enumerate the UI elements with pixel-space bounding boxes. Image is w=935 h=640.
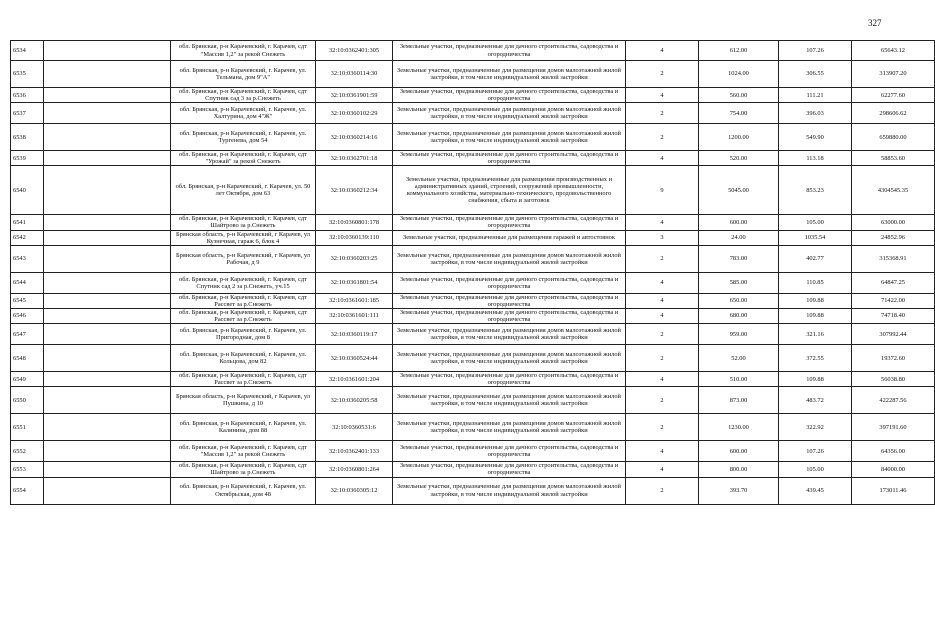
area-cell: 783.00 bbox=[699, 245, 779, 272]
area-cell: 600.00 bbox=[699, 441, 779, 462]
empty-cell bbox=[44, 324, 171, 345]
category-cell: 9 bbox=[626, 166, 699, 215]
area-cell: 612.00 bbox=[699, 41, 779, 61]
category-cell: 2 bbox=[626, 324, 699, 345]
category-cell: 4 bbox=[626, 372, 699, 387]
empty-cell bbox=[44, 477, 171, 504]
table-row bbox=[11, 477, 935, 504]
cadastral-value-cell: 56038.80 bbox=[852, 372, 935, 387]
rate-cell: 107.26 bbox=[779, 441, 852, 462]
row-number: 6537 bbox=[11, 103, 44, 124]
address-cell: обл. Брянская, р-н Карачевский, г. Карачев, сдт Спутник сад 2 за р.Снежеть, уч.15 bbox=[171, 272, 316, 293]
land-use-cell: Земельные участки, предназначенные для размещения домов малоэтажной жилой застройки, в том числе индивидуальной жилой застройки bbox=[393, 245, 626, 272]
cadastral-number-cell: 32:10:0360119:17 bbox=[316, 324, 393, 345]
cadastral-value-cell: 315368.91 bbox=[852, 245, 935, 272]
row-number: 6548 bbox=[11, 345, 44, 372]
empty-cell bbox=[44, 414, 171, 441]
row-number: 6552 bbox=[11, 441, 44, 462]
empty-cell bbox=[44, 308, 171, 323]
empty-cell bbox=[44, 230, 171, 245]
row-number: 6538 bbox=[11, 124, 44, 151]
area-cell: 52.00 bbox=[699, 345, 779, 372]
cadastral-value-cell: 298606.62 bbox=[852, 103, 935, 124]
land-use-cell: Земельные участки, предназначенные для размещения гаражей и автостоянок bbox=[393, 230, 626, 245]
cadastral-value-cell: 307992.44 bbox=[852, 324, 935, 345]
land-use-cell: Земельные участки, предназначенные для размещения домов малоэтажной жилой застройки, в том числе индивидуальной жилой застройки bbox=[393, 387, 626, 414]
table-row bbox=[11, 293, 935, 308]
empty-cell bbox=[44, 151, 171, 166]
row-number: 6540 bbox=[11, 166, 44, 215]
empty-cell bbox=[44, 166, 171, 215]
cadastral-value-cell: 4304545.35 bbox=[852, 166, 935, 215]
row-number: 6545 bbox=[11, 293, 44, 308]
cadastral-number-cell: 32:10:0360102:29 bbox=[316, 103, 393, 124]
address-cell: обл. Брянская, р-н Карачевский, г. Карачев, сдт Шайтрово за р.Снежеть bbox=[171, 215, 316, 230]
cadastral-number-cell: 32:10:0360212:34 bbox=[316, 166, 393, 215]
land-use-cell: Земельные участки, предназначенные для размещения домов малоэтажной жилой застройки, в том числе индивидуальной жилой застройки bbox=[393, 414, 626, 441]
rate-cell: 306.55 bbox=[779, 61, 852, 88]
row-number: 6539 bbox=[11, 151, 44, 166]
empty-cell bbox=[44, 462, 171, 477]
row-number: 6553 bbox=[11, 462, 44, 477]
rate-cell: 109.88 bbox=[779, 308, 852, 323]
area-cell: 393.70 bbox=[699, 477, 779, 504]
table-row bbox=[11, 88, 935, 103]
row-number: 6554 bbox=[11, 477, 44, 504]
empty-cell bbox=[44, 61, 171, 88]
table-row bbox=[11, 387, 935, 414]
cadastral-number-cell: 32:10:0361801:54 bbox=[316, 272, 393, 293]
table-row bbox=[11, 215, 935, 230]
land-use-cell: Земельные участки, предназначенные для размещения домов малоэтажной жилой застройки, в том числе индивидуальной жилой застройки bbox=[393, 345, 626, 372]
land-use-cell: Земельные участки, предназначенные для дачного строительства, садоводства и огородничества bbox=[393, 462, 626, 477]
cadastral-number-cell: 32:10:0360205:58 bbox=[316, 387, 393, 414]
empty-cell bbox=[44, 124, 171, 151]
land-use-cell: Земельные участки, предназначенные для дачного строительства, садоводства и огородничества bbox=[393, 293, 626, 308]
cadastral-number-cell: 32:10:0360203:25 bbox=[316, 245, 393, 272]
rate-cell: 549.90 bbox=[779, 124, 852, 151]
address-cell: обл. Брянская, р-н Карачевский, г. Карачев, ул. Тельмана, дом 9"А" bbox=[171, 61, 316, 88]
rate-cell: 109.88 bbox=[779, 293, 852, 308]
rate-cell: 402.77 bbox=[779, 245, 852, 272]
cadastral-number-cell: 32:10:0361601:204 bbox=[316, 372, 393, 387]
land-use-cell: Земельные участки, предназначенные для размещения производственных и административных зданий, строений, сооружений промышленности, коммунального хозяйства, материально-технического, продовольственного снабжения, сбыта и заготовок bbox=[393, 166, 626, 215]
row-number: 6549 bbox=[11, 372, 44, 387]
area-cell: 1200.00 bbox=[699, 124, 779, 151]
cadastral-value-cell: 24852.96 bbox=[852, 230, 935, 245]
cadastral-number-cell: 32:10:0362401:305 bbox=[316, 41, 393, 61]
rate-cell: 105.00 bbox=[779, 215, 852, 230]
category-cell: 2 bbox=[626, 124, 699, 151]
cadastral-value-cell: 422287.56 bbox=[852, 387, 935, 414]
area-cell: 585.00 bbox=[699, 272, 779, 293]
land-use-cell: Земельные участки, предназначенные для размещения домов малоэтажной жилой застройки, в том числе индивидуальной жилой застройки bbox=[393, 324, 626, 345]
row-number: 6547 bbox=[11, 324, 44, 345]
empty-cell bbox=[44, 215, 171, 230]
category-cell: 4 bbox=[626, 272, 699, 293]
address-cell: обл. Брянская, р-н Карачевский, г. Карачев, сдт Спутник сад 3 за р.Снежеть bbox=[171, 88, 316, 103]
cadastral-value-cell: 84000.00 bbox=[852, 462, 935, 477]
rate-cell: 107.26 bbox=[779, 41, 852, 61]
area-cell: 650.00 bbox=[699, 293, 779, 308]
rate-cell: 439.45 bbox=[779, 477, 852, 504]
land-use-cell: Земельные участки, предназначенные для дачного строительства, садоводства и огородничества bbox=[393, 272, 626, 293]
cadastral-value-cell: 64847.25 bbox=[852, 272, 935, 293]
cadastral-number-cell: 32:10:0360531:6 bbox=[316, 414, 393, 441]
cadastral-value-cell: 63000.00 bbox=[852, 215, 935, 230]
category-cell: 4 bbox=[626, 293, 699, 308]
cadastral-number-cell: 32:10:0362401:133 bbox=[316, 441, 393, 462]
category-cell: 3 bbox=[626, 230, 699, 245]
row-number: 6543 bbox=[11, 245, 44, 272]
row-number: 6550 bbox=[11, 387, 44, 414]
table-row bbox=[11, 151, 935, 166]
rate-cell: 483.72 bbox=[779, 387, 852, 414]
land-use-cell: Земельные участки, предназначенные для дачного строительства, садоводства и огородничества bbox=[393, 372, 626, 387]
area-cell: 600.00 bbox=[699, 215, 779, 230]
table-row bbox=[11, 372, 935, 387]
area-cell: 5045.00 bbox=[699, 166, 779, 215]
address-cell: обл. Брянская, р-н Карачевский, г. Карачев, сдт Рассвет за р.Снежеть bbox=[171, 372, 316, 387]
cadastral-value-cell: 19372.60 bbox=[852, 345, 935, 372]
rate-cell: 322.92 bbox=[779, 414, 852, 441]
row-number: 6542 bbox=[11, 230, 44, 245]
empty-cell bbox=[44, 387, 171, 414]
row-number: 6541 bbox=[11, 215, 44, 230]
area-cell: 560.00 bbox=[699, 88, 779, 103]
area-cell: 800.00 bbox=[699, 462, 779, 477]
cadastral-value-cell: 313907.20 bbox=[852, 61, 935, 88]
table-row bbox=[11, 61, 935, 88]
empty-cell bbox=[44, 103, 171, 124]
row-number: 6546 bbox=[11, 308, 44, 323]
cadastral-value-cell: 397191.60 bbox=[852, 414, 935, 441]
table-row bbox=[11, 245, 935, 272]
cadastral-value-table bbox=[10, 40, 935, 505]
table-row bbox=[11, 230, 935, 245]
address-cell: обл. Брянская, р-н Карачевский, г. Карачев, сдт Рассвет за р.Снежеть bbox=[171, 293, 316, 308]
table-row bbox=[11, 345, 935, 372]
area-cell: 754.00 bbox=[699, 103, 779, 124]
area-cell: 510.00 bbox=[699, 372, 779, 387]
address-cell: обл. Брянская, р-н Карачевский, г. Карачев, ул. 50 лет Октября, дом 63 bbox=[171, 166, 316, 215]
table-body bbox=[11, 41, 935, 505]
address-cell: обл. Брянская, р-н Карачевский, г. Карачев, ул. Кольцова, дом 82 bbox=[171, 345, 316, 372]
cadastral-number-cell: 32:10:0360801:264 bbox=[316, 462, 393, 477]
cadastral-value-cell: 659880.00 bbox=[852, 124, 935, 151]
cadastral-value-cell: 173011.46 bbox=[852, 477, 935, 504]
category-cell: 2 bbox=[626, 245, 699, 272]
category-cell: 4 bbox=[626, 215, 699, 230]
cadastral-number-cell: 32:10:0361601:111 bbox=[316, 308, 393, 323]
category-cell: 2 bbox=[626, 387, 699, 414]
rate-cell: 109.88 bbox=[779, 372, 852, 387]
category-cell: 2 bbox=[626, 414, 699, 441]
area-cell: 1230.00 bbox=[699, 414, 779, 441]
address-cell: Брянская область, р-н Карачевский, г Карачев, ул Пушкина, д 10 bbox=[171, 387, 316, 414]
land-use-cell: Земельные участки, предназначенные для размещения домов малоэтажной жилой застройки, в том числе индивидуальной жилой застройки bbox=[393, 477, 626, 504]
address-cell: обл. Брянская, р-н Карачевский, г. Карачев, ул. Калинина, дом 88 bbox=[171, 414, 316, 441]
category-cell: 4 bbox=[626, 88, 699, 103]
land-use-cell: Земельные участки, предназначенные для дачного строительства, садоводства и огородничества bbox=[393, 88, 626, 103]
land-use-cell: Земельные участки, предназначенные для дачного строительства, садоводства и огородничества bbox=[393, 308, 626, 323]
rate-cell: 105.00 bbox=[779, 462, 852, 477]
cadastral-value-cell: 62277.60 bbox=[852, 88, 935, 103]
category-cell: 4 bbox=[626, 462, 699, 477]
rate-cell: 110.85 bbox=[779, 272, 852, 293]
address-cell: обл. Брянская, р-н Карачевский, г. Карачев, ул. Октябрьская, дом 48 bbox=[171, 477, 316, 504]
table-row bbox=[11, 414, 935, 441]
address-cell: Брянская область, р-н Карачевский, г Карачев, ул Рабочая, д 9 bbox=[171, 245, 316, 272]
category-cell: 2 bbox=[626, 477, 699, 504]
land-use-cell: Земельные участки, предназначенные для дачного строительства, садоводства и огородничества bbox=[393, 41, 626, 61]
area-cell: 520.00 bbox=[699, 151, 779, 166]
empty-cell bbox=[44, 345, 171, 372]
table-row bbox=[11, 272, 935, 293]
address-cell: Брянская область, р-н Карачевский, г Карачев, ул Кузнечная, гараж 6, блок 4 bbox=[171, 230, 316, 245]
row-number: 6535 bbox=[11, 61, 44, 88]
empty-cell bbox=[44, 441, 171, 462]
table-row bbox=[11, 103, 935, 124]
row-number: 6534 bbox=[11, 41, 44, 61]
cadastral-number-cell: 32:10:0360214:16 bbox=[316, 124, 393, 151]
cadastral-value-cell: 71422.00 bbox=[852, 293, 935, 308]
category-cell: 4 bbox=[626, 308, 699, 323]
row-number: 6544 bbox=[11, 272, 44, 293]
address-cell: обл. Брянская, р-н Карачевский, г. Карачев, сдт "Урожай" за рекой Снежеть bbox=[171, 151, 316, 166]
cadastral-value-cell: 74718.40 bbox=[852, 308, 935, 323]
cadastral-number-cell: 32:10:0360801:178 bbox=[316, 215, 393, 230]
table-row bbox=[11, 441, 935, 462]
page-number: 327 bbox=[868, 18, 882, 28]
category-cell: 2 bbox=[626, 61, 699, 88]
empty-cell bbox=[44, 41, 171, 61]
rate-cell: 111.21 bbox=[779, 88, 852, 103]
address-cell: обл. Брянская, р-н Карачевский, г. Карачев, сдт "Массив 1,2" за рекой Снежеть bbox=[171, 41, 316, 61]
cadastral-number-cell: 32:10:0360305:12 bbox=[316, 477, 393, 504]
empty-cell bbox=[44, 372, 171, 387]
address-cell: обл. Брянская, р-н Карачевский, г. Карачев, ул. Халтурина, дом 4"Ж" bbox=[171, 103, 316, 124]
cadastral-value-cell: 58853.60 bbox=[852, 151, 935, 166]
land-use-cell: Земельные участки, предназначенные для размещения домов малоэтажной жилой застройки, в том числе индивидуальной жилой застройки bbox=[393, 124, 626, 151]
table-row bbox=[11, 41, 935, 61]
area-cell: 959.00 bbox=[699, 324, 779, 345]
empty-cell bbox=[44, 245, 171, 272]
category-cell: 4 bbox=[626, 41, 699, 61]
cadastral-number-cell: 32:10:0360139:110 bbox=[316, 230, 393, 245]
land-use-cell: Земельные участки, предназначенные для дачного строительства, садоводства и огородничества bbox=[393, 441, 626, 462]
address-cell: обл. Брянская, р-н Карачевский, г. Карачев, ул. Тургенева, дом 54 bbox=[171, 124, 316, 151]
table-row bbox=[11, 324, 935, 345]
empty-cell bbox=[44, 272, 171, 293]
area-cell: 680.00 bbox=[699, 308, 779, 323]
empty-cell bbox=[44, 293, 171, 308]
empty-cell bbox=[44, 88, 171, 103]
cadastral-number-cell: 32:10:0362701:18 bbox=[316, 151, 393, 166]
rate-cell: 1035.54 bbox=[779, 230, 852, 245]
cadastral-number-cell: 32:10:0361601:185 bbox=[316, 293, 393, 308]
table-row bbox=[11, 308, 935, 323]
address-cell: обл. Брянская, р-н Карачевский, г. Карачев, ул. Пригородная, дом 8 bbox=[171, 324, 316, 345]
address-cell: обл. Брянская, р-н Карачевский, г. Карачев, сдт Рассвет за р.Снежеть bbox=[171, 308, 316, 323]
cadastral-number-cell: 32:10:0360114:30 bbox=[316, 61, 393, 88]
land-use-cell: Земельные участки, предназначенные для дачного строительства, садоводства и огородничества bbox=[393, 215, 626, 230]
area-cell: 873.00 bbox=[699, 387, 779, 414]
cadastral-value-cell: 64356.00 bbox=[852, 441, 935, 462]
cadastral-number-cell: 32:10:0361901:59 bbox=[316, 88, 393, 103]
category-cell: 4 bbox=[626, 151, 699, 166]
area-cell: 24.00 bbox=[699, 230, 779, 245]
area-cell: 1024.00 bbox=[699, 61, 779, 88]
table-row bbox=[11, 166, 935, 215]
table-row bbox=[11, 462, 935, 477]
rate-cell: 113.18 bbox=[779, 151, 852, 166]
rate-cell: 396.03 bbox=[779, 103, 852, 124]
land-use-cell: Земельные участки, предназначенные для размещения домов малоэтажной жилой застройки, в том числе индивидуальной жилой застройки bbox=[393, 61, 626, 88]
row-number: 6551 bbox=[11, 414, 44, 441]
table-row bbox=[11, 124, 935, 151]
category-cell: 2 bbox=[626, 345, 699, 372]
address-cell: обл. Брянская, р-н Карачевский, г. Карачев, сдт Шайтрово за р.Снежеть bbox=[171, 462, 316, 477]
category-cell: 4 bbox=[626, 441, 699, 462]
land-use-cell: Земельные участки, предназначенные для дачного строительства, садоводства и огородничества bbox=[393, 151, 626, 166]
rate-cell: 853.23 bbox=[779, 166, 852, 215]
rate-cell: 321.16 bbox=[779, 324, 852, 345]
category-cell: 2 bbox=[626, 103, 699, 124]
land-use-cell: Земельные участки, предназначенные для размещения домов малоэтажной жилой застройки, в том числе индивидуальной жилой застройки bbox=[393, 103, 626, 124]
rate-cell: 372.55 bbox=[779, 345, 852, 372]
row-number: 6536 bbox=[11, 88, 44, 103]
cadastral-value-cell: 65643.12 bbox=[852, 41, 935, 61]
address-cell: обл. Брянская, р-н Карачевский, г. Карачев, сдт "Массив 1,2" за рекой Снежеть bbox=[171, 441, 316, 462]
cadastral-number-cell: 32:10:0360524:44 bbox=[316, 345, 393, 372]
